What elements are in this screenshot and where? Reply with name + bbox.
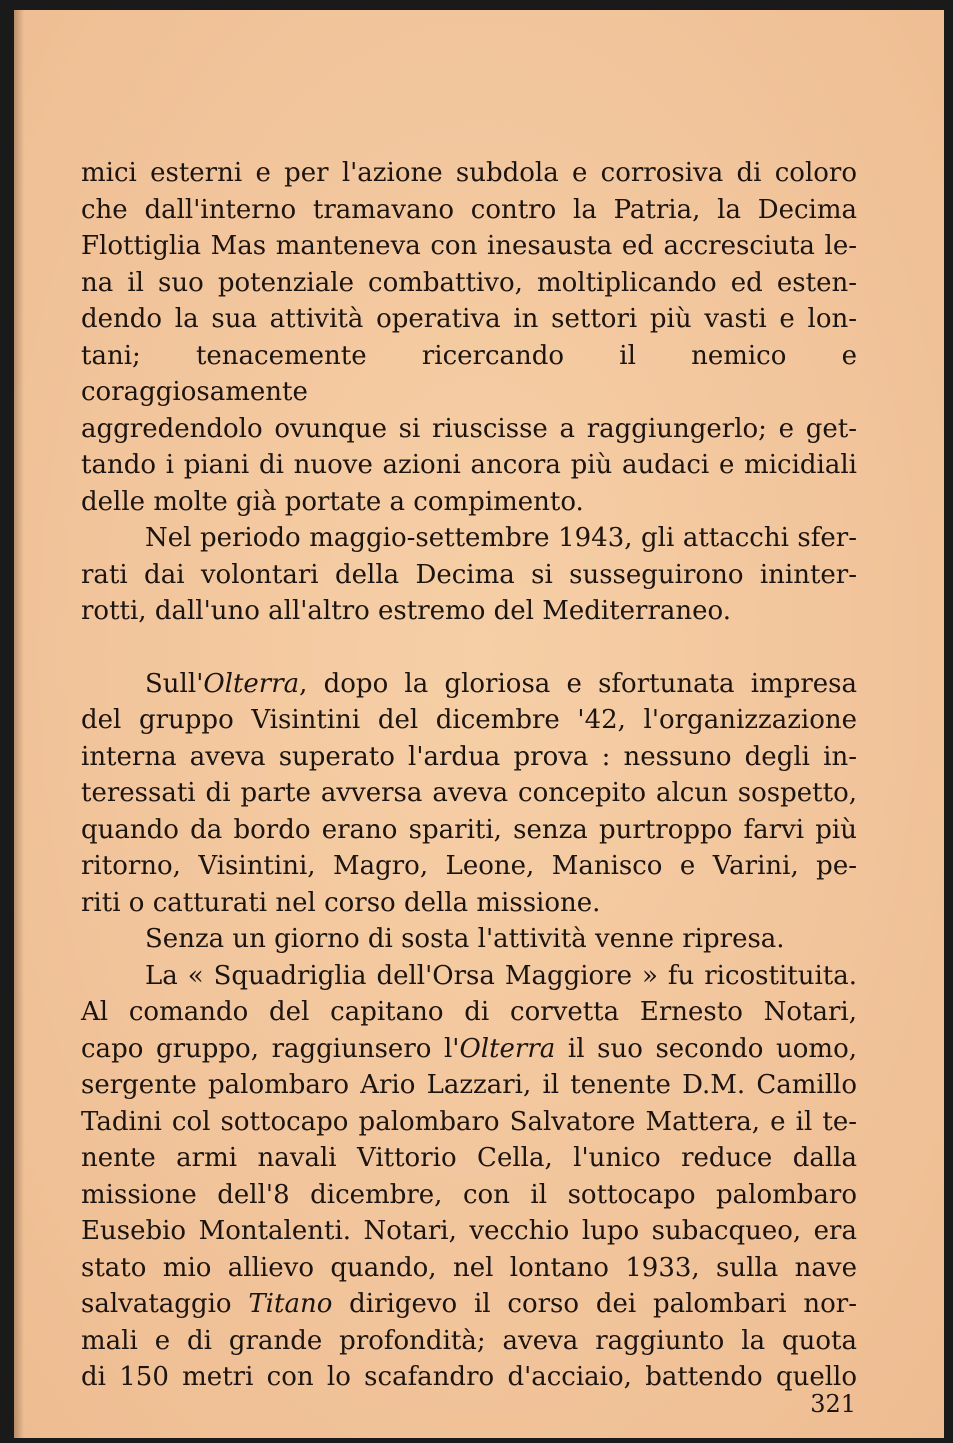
text-line: che dall'interno tramavano contro la Patria, la Decima (81, 194, 857, 225)
book-page (14, 10, 944, 1438)
text-line: di 150 metri con lo scafandro d'acciaio, battendo quello (81, 1362, 857, 1392)
text-line: salvataggio Titano dirigevo il corso dei palombari nor- (81, 1289, 857, 1319)
text-line: Senza un giorno di sosta l'attività venne ripresa. (145, 924, 785, 954)
text-line: Tadini col sottocapo palombaro Salvatore Mattera, e il te- (81, 1106, 857, 1137)
text-line: Flottiglia Mas manteneva con inesausta ed accresciuta le- (81, 231, 857, 261)
text-line: rotti, dall'uno all'altro estremo del Mediterraneo. (81, 596, 731, 626)
text-line: teressati di parte avversa aveva concepito alcun sospetto, (81, 778, 857, 808)
text-line: sergente palombaro Ario Lazzari, il tenente D.M. Camillo (81, 1070, 857, 1100)
text-line: interna aveva superato l'ardua prova : nessuno degli in- (81, 741, 857, 772)
text-line: na il suo potenziale combattivo, moltiplicando ed esten- (81, 267, 857, 298)
body-text (81, 155, 857, 1396)
paragraph-gap (81, 630, 857, 666)
text-line: del gruppo Visintini del dicembre '42, l'organizzazione (81, 705, 857, 735)
text-line: nente armi navali Vittorio Cella, l'unico reduce dalla (81, 1143, 857, 1173)
page-number: 321 (810, 1390, 856, 1418)
text-line: delle molte già portate a compimento. (81, 486, 584, 517)
text-line: riti o catturati nel corso della missione. (81, 887, 601, 918)
text-line: Nel periodo maggio-settembre 1943, gli attacchi sfer- (145, 523, 857, 553)
text-line: tando i piani di nuove azioni ancora più audaci e micidiali (81, 450, 857, 480)
text-line: Eusebio Montalenti. Notari, vecchio lupo subacqueo, era (81, 1216, 857, 1246)
text-line: Sull'Olterra, dopo la gloriosa e sfortunata impresa (145, 668, 857, 699)
text-line: mali e di grande profondità; aveva raggiunto la quota (81, 1325, 857, 1356)
text-line: mici esterni e per l'azione subdola e corrosiva di coloro (81, 158, 857, 188)
text-line: ritorno, Visintini, Magro, Leone, Manisco e Varini, pe- (81, 851, 857, 881)
page-gutter-shadow (14, 10, 24, 1438)
text-line: dendo la sua attività operativa in settori più vasti e lon- (81, 304, 857, 334)
text-line: capo gruppo, raggiunsero l'Olterra il suo secondo uomo, (81, 1033, 857, 1064)
text-line: La « Squadriglia dell'Orsa Maggiore » fu ricostituita. (145, 960, 857, 991)
text-line: quando da bordo erano spariti, senza purtroppo farvi più (81, 814, 857, 845)
text-line: tani; tenacemente ricercando il nemico e coraggiosamente (81, 340, 857, 407)
text-line: missione dell'8 dicembre, con il sottocapo palombaro (81, 1179, 857, 1210)
text-line: rati dai volontari della Decima si susseguirono ininter- (81, 559, 857, 590)
text-line: aggredendolo ovunque si riuscisse a raggiungerlo; e get- (81, 413, 857, 444)
text-line: Al comando del capitano di corvetta Ernesto Notari, (81, 997, 857, 1027)
text-line: stato mio allievo quando, nel lontano 1933, sulla nave (81, 1252, 857, 1283)
